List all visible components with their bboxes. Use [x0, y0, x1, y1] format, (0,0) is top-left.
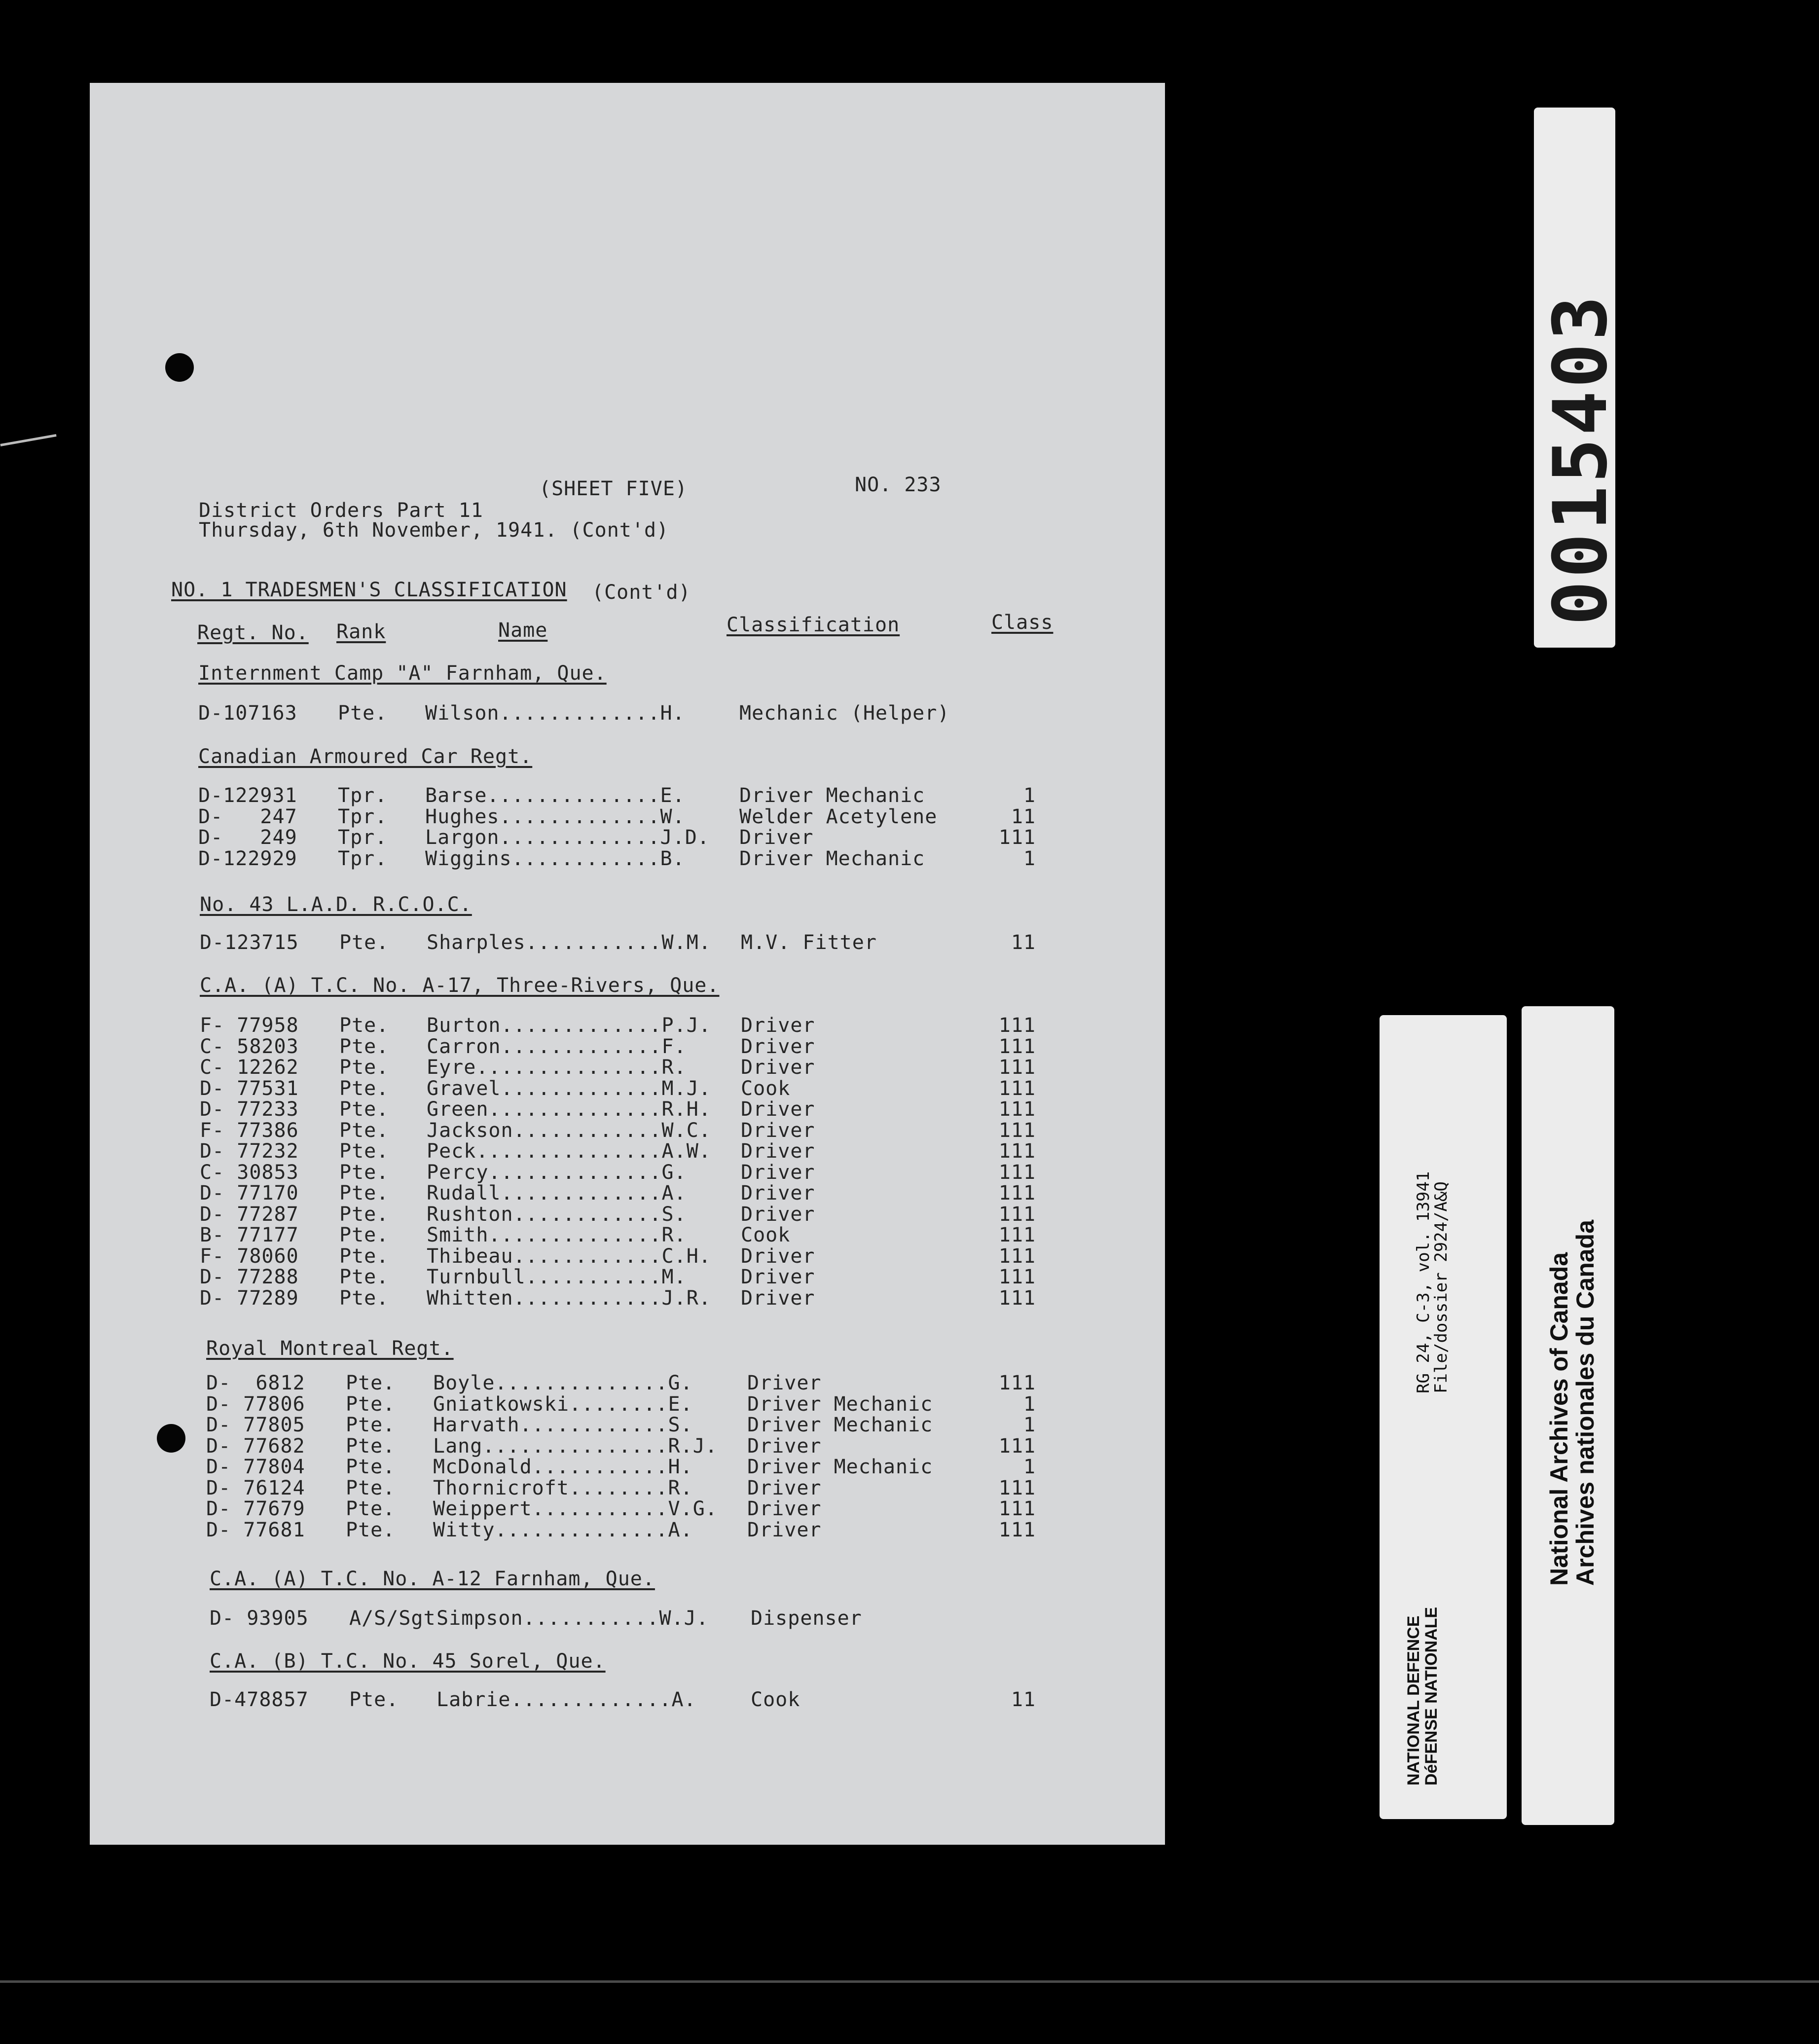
- class-grade: 111: [998, 1266, 1036, 1288]
- classification: Driver: [739, 826, 814, 849]
- frame-number: 0015403: [1538, 292, 1624, 625]
- soldier-name: Labrie.............A.: [437, 1688, 696, 1711]
- unit-title: No. 43 L.A.D. R.C.O.C.: [200, 893, 472, 916]
- regt-number: D-123715: [200, 931, 299, 954]
- soldier-name: Thibeau............C.H.: [427, 1244, 711, 1268]
- punch-hole-bottom: [157, 1424, 185, 1453]
- class-grade: 1: [1023, 1456, 1036, 1478]
- rank: Pte.: [346, 1476, 396, 1499]
- dept-strip: [1380, 1015, 1507, 1819]
- order-date: Thursday, 6th November, 1941. (Cont'd): [199, 519, 669, 542]
- unit-title: Royal Montreal Regt.: [206, 1337, 454, 1360]
- column-class: Class: [991, 611, 1054, 634]
- soldier-name: Jackson............W.C.: [427, 1119, 711, 1142]
- column-classification: Classification: [727, 614, 900, 636]
- rank: Pte.: [346, 1372, 396, 1394]
- soldier-name: Thornicroft........R.: [433, 1476, 693, 1499]
- dept-name-en: NATIONAL DEFENCE: [1404, 1615, 1423, 1786]
- regt-number: D- 76124: [206, 1476, 305, 1499]
- classification: Cook: [741, 1077, 791, 1100]
- soldier-name: Green..............R.H.: [427, 1098, 711, 1121]
- regt-number: B- 77177: [200, 1224, 299, 1246]
- regt-number: D- 77232: [200, 1140, 299, 1163]
- classification: Driver: [747, 1497, 822, 1520]
- rank: Pte.: [339, 1119, 389, 1142]
- soldier-name: Eyre...............R.: [427, 1056, 687, 1079]
- rank: Pte.: [346, 1456, 396, 1478]
- class-grade: 111: [998, 1182, 1036, 1204]
- classification: Driver: [741, 1035, 815, 1058]
- classification: Driver Mechanic: [747, 1456, 933, 1478]
- regt-number: D- 77682: [206, 1434, 305, 1458]
- regt-number: D- 93905: [210, 1607, 309, 1630]
- classification: Driver: [741, 1098, 815, 1121]
- archives-name-en: National Archives of Canada: [1545, 1252, 1573, 1586]
- rank: Pte.: [346, 1392, 396, 1416]
- classification: Driver: [747, 1372, 822, 1394]
- classification: Dispenser: [751, 1607, 862, 1630]
- regt-number: D- 77806: [206, 1392, 305, 1416]
- rank: Pte.: [339, 1203, 389, 1226]
- classification: Driver: [741, 1182, 815, 1204]
- rank: Pte.: [346, 1518, 396, 1541]
- soldier-name: Wiggins............B.: [425, 847, 685, 870]
- class-grade: 111: [998, 1077, 1036, 1100]
- regt-number: D- 77289: [200, 1286, 299, 1310]
- class-grade: 1: [1023, 1414, 1036, 1436]
- soldier-name: Simpson...........W.J.: [437, 1607, 709, 1630]
- rank: Pte.: [339, 1056, 389, 1079]
- class-grade: 111: [998, 826, 1036, 849]
- film-frame-edge: [0, 1980, 1819, 1983]
- regt-number: F- 78060: [200, 1244, 299, 1268]
- soldier-name: Hughes.............W.: [425, 805, 685, 828]
- soldier-name: Rudall.............A.: [427, 1182, 687, 1204]
- class-grade: 1: [1023, 784, 1036, 807]
- unit-title: Canadian Armoured Car Regt.: [198, 745, 533, 768]
- soldier-name: Carron.............F.: [427, 1035, 687, 1058]
- rank: Pte.: [339, 1286, 389, 1310]
- rank: Tpr.: [338, 784, 388, 807]
- regt-number: D- 77679: [206, 1497, 305, 1520]
- rank: Tpr.: [338, 805, 388, 828]
- class-grade: 111: [998, 1434, 1036, 1458]
- soldier-name: Witty..............A.: [433, 1518, 693, 1541]
- rank: Pte.: [339, 1077, 389, 1100]
- regt-number: D- 77288: [200, 1266, 299, 1288]
- column-regt-no: Regt. No.: [197, 621, 309, 644]
- unit-title: C.A. (A) T.C. No. A-17, Three-Rivers, Que.: [200, 974, 720, 997]
- class-grade: 111: [998, 1056, 1036, 1079]
- class-grade: 11: [1011, 805, 1036, 828]
- soldier-name: Gravel.............M.J.: [427, 1077, 711, 1100]
- regt-number: F- 77386: [200, 1119, 299, 1142]
- rank: Pte.: [346, 1497, 396, 1520]
- punch-hole-top: [165, 353, 194, 382]
- soldier-name: Turnbull...........M.: [427, 1266, 687, 1288]
- regt-number: F- 77958: [200, 1014, 299, 1037]
- soldier-name: Gniatkowski........E.: [433, 1392, 693, 1416]
- unit-title: C.A. (A) T.C. No. A-12 Farnham, Que.: [210, 1568, 655, 1590]
- classification: Driver: [741, 1203, 815, 1226]
- soldier-name: Lang...............R.J.: [433, 1434, 718, 1458]
- rank: Pte.: [349, 1688, 399, 1711]
- classification: Driver: [741, 1056, 815, 1079]
- sheet-label: (SHEET FIVE): [539, 477, 688, 500]
- classification: Driver: [741, 1161, 815, 1184]
- classification: Driver: [741, 1266, 815, 1288]
- soldier-name: Largon.............J.D.: [425, 826, 710, 849]
- class-grade: 111: [998, 1035, 1036, 1058]
- archive-reference-1: RG 24, C-3, vol. 13941: [1414, 1171, 1433, 1393]
- regt-number: D- 249: [198, 826, 297, 849]
- regt-number: D-107163: [198, 702, 297, 725]
- regt-number: D-122931: [198, 784, 297, 807]
- classification: Cook: [741, 1224, 791, 1246]
- class-grade: 111: [998, 1098, 1036, 1121]
- regt-number: C- 30853: [200, 1161, 299, 1184]
- column-rank: Rank: [336, 620, 386, 643]
- rank: Pte.: [339, 1014, 389, 1037]
- regt-number: D- 77287: [200, 1203, 299, 1226]
- classification: Mechanic (Helper): [739, 702, 950, 725]
- soldier-name: Burton.............P.J.: [427, 1014, 711, 1037]
- classification: Driver: [741, 1119, 815, 1142]
- class-grade: 111: [998, 1224, 1036, 1246]
- dept-name-fr: DéFENSE NATIONALE: [1422, 1606, 1441, 1786]
- rank: Pte.: [339, 1182, 389, 1204]
- regt-number: D- 77531: [200, 1077, 299, 1100]
- class-grade: 111: [998, 1372, 1036, 1394]
- section-title: NO. 1 TRADESMEN'S CLASSIFICATION: [171, 579, 567, 601]
- soldier-name: Harvath............S.: [433, 1414, 693, 1436]
- class-grade: 111: [998, 1497, 1036, 1520]
- class-grade: 111: [998, 1286, 1036, 1310]
- class-grade: 111: [998, 1518, 1036, 1541]
- regt-number: D- 6812: [206, 1372, 305, 1394]
- classification: Driver: [741, 1140, 815, 1163]
- unit-title: Internment Camp "A" Farnham, Que.: [198, 662, 607, 685]
- class-grade: 111: [998, 1161, 1036, 1184]
- soldier-name: Percy..............G.: [427, 1161, 687, 1184]
- classification: Driver Mechanic: [747, 1392, 933, 1416]
- rank: Tpr.: [338, 826, 388, 849]
- unit-title: C.A. (B) T.C. No. 45 Sorel, Que.: [210, 1650, 606, 1673]
- class-grade: 111: [998, 1140, 1036, 1163]
- class-grade: 111: [998, 1203, 1036, 1226]
- classification: Welder Acetylene: [739, 805, 938, 828]
- soldier-name: Peck...............A.W.: [427, 1140, 711, 1163]
- archives-name-fr: Archives nationales du Canada: [1571, 1220, 1599, 1586]
- classification: Driver: [741, 1014, 815, 1037]
- rank: Pte.: [339, 1098, 389, 1121]
- class-grade: 1: [1023, 847, 1036, 870]
- rank: Pte.: [339, 1266, 389, 1288]
- orders-title: District Orders Part 11: [199, 499, 483, 522]
- soldier-name: Barse..............E.: [425, 784, 685, 807]
- column-name: Name: [498, 619, 548, 642]
- order-number: NO. 233: [855, 474, 942, 496]
- rank: Pte.: [339, 1140, 389, 1163]
- class-grade: 1: [1023, 1392, 1036, 1416]
- classification: Driver: [741, 1286, 815, 1310]
- class-grade: 111: [998, 1119, 1036, 1142]
- regt-number: D-122929: [198, 847, 297, 870]
- classification: M.V. Fitter: [741, 931, 877, 954]
- classification: Driver Mechanic: [739, 847, 925, 870]
- regt-number: D- 77804: [206, 1456, 305, 1478]
- regt-number: D-478857: [210, 1688, 309, 1711]
- classification: Driver: [747, 1476, 822, 1499]
- soldier-name: Rushton............S.: [427, 1203, 687, 1226]
- rank: Pte.: [339, 931, 389, 954]
- class-grade: 11: [1011, 931, 1036, 954]
- soldier-name: Whitten............J.R.: [427, 1286, 711, 1310]
- class-grade: 11: [1011, 1688, 1036, 1711]
- soldier-name: Weippert...........V.G.: [433, 1497, 718, 1520]
- classification: Driver Mechanic: [739, 784, 925, 807]
- archive-reference-2: File/dossier 2924/A&Q: [1431, 1181, 1451, 1393]
- classification: Driver Mechanic: [747, 1414, 933, 1436]
- regt-number: D- 77170: [200, 1182, 299, 1204]
- film-scratch: [0, 434, 56, 446]
- soldier-name: McDonald...........H.: [433, 1456, 693, 1478]
- rank: A/S/Sgt: [349, 1607, 436, 1630]
- regt-number: D- 77681: [206, 1518, 305, 1541]
- rank: Pte.: [338, 702, 388, 725]
- regt-number: D- 77805: [206, 1414, 305, 1436]
- class-grade: 111: [998, 1476, 1036, 1499]
- classification: Cook: [751, 1688, 800, 1711]
- soldier-name: Sharples...........W.M.: [427, 931, 711, 954]
- classification: Driver: [747, 1518, 822, 1541]
- rank: Pte.: [339, 1161, 389, 1184]
- regt-number: D- 77233: [200, 1098, 299, 1121]
- regt-number: C- 12262: [200, 1056, 299, 1079]
- rank: Pte.: [339, 1244, 389, 1268]
- soldier-name: Wilson.............H.: [425, 702, 685, 725]
- regt-number: C- 58203: [200, 1035, 299, 1058]
- class-grade: 111: [998, 1244, 1036, 1268]
- rank: Tpr.: [338, 847, 388, 870]
- rank: Pte.: [339, 1035, 389, 1058]
- rank: Pte.: [346, 1434, 396, 1458]
- soldier-name: Smith..............R.: [427, 1224, 687, 1246]
- section-cont: (Cont'd): [592, 581, 691, 604]
- regt-number: D- 247: [198, 805, 297, 828]
- classification: Driver: [741, 1244, 815, 1268]
- rank: Pte.: [346, 1414, 396, 1436]
- classification: Driver: [747, 1434, 822, 1458]
- soldier-name: Boyle..............G.: [433, 1372, 693, 1394]
- class-grade: 111: [998, 1014, 1036, 1037]
- rank: Pte.: [339, 1224, 389, 1246]
